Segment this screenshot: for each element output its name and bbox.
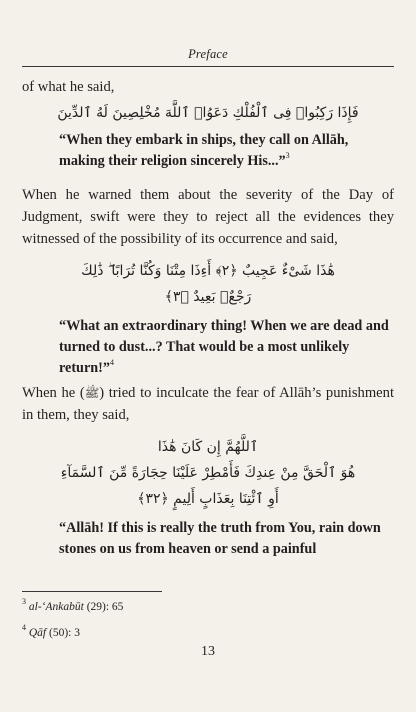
quote-1-text: “When they embark in ships, they call on Allāh, making their religion sincerely His...” — [59, 132, 349, 169]
arabic-verse-3-line-3: أَوِ ٱئْتِنَا بِعَذَابٍ أَلِيمٍ ﴿٣٢﴾ — [137, 491, 279, 507]
quote-2-text: “What an extraordinary thing! When we are dead and turned to dust...? That would be a most unlikely return!” — [59, 318, 389, 376]
footnote-3 — [22, 597, 124, 614]
footnote-4-ref: (50): 3 — [49, 627, 80, 639]
footnote-3-source: al-‘Ankabūt — [28, 601, 84, 613]
paragraph-2: When he warned them about the severity of the Day of Judgment, swift were they to reject all the evidences they witnessed of the possibility of its occurrence and said, — [22, 187, 394, 247]
page-number: 13 — [201, 644, 215, 659]
footnote-ref-3: 3 — [285, 151, 290, 161]
arabic-verse-1: فَإِذَا رَكِبُوا۟ فِى ٱلْفُلْكِ دَعَوُا۟ ٱللَّهَ مُخْلِصِينَ لَهُ ٱلدِّينَ — [57, 105, 359, 121]
paragraph-3-end: ) tried to inculcate the fear of Allāh’s punishment in them, they said, — [22, 385, 395, 423]
paragraph-3 — [22, 382, 394, 426]
footnote-4-number: 4 — [22, 623, 26, 633]
paragraph-3-start: When he ( — [22, 385, 85, 401]
salutation-glyph: ﷺ — [84, 386, 100, 400]
header-rule — [22, 66, 394, 67]
translation-quote-3: “Allāh! If this is really the truth from You, rain down stones on us from heaven or send a painful — [59, 520, 381, 557]
footnote-4 — [22, 623, 80, 640]
arabic-verse-3-line-2: هُوَ ٱلْحَقَّ مِنْ عِندِكَ فَأَمْطِرْ عَلَيْنَا حِجَارَةً مِّنَ ٱلسَّمَآءِ — [60, 465, 356, 481]
arabic-verse-2-line-2: رَجْعٌۢ بَعِيدٌ ﴿٣﴾ — [164, 289, 252, 305]
translation-quote-2 — [59, 316, 392, 379]
footnote-3-number: 3 — [22, 597, 26, 607]
arabic-verse-2-line-1: هَٰذَا شَىْءٌ عَجِيبٌ ﴿٢﴾ أَءِذَا مِتْنَا وَكُنَّا تُرَابًا ۖ ذَٰلِكَ — [81, 263, 335, 279]
footnote-3-ref: (29): 65 — [86, 601, 124, 613]
translation-quote-1 — [59, 130, 392, 172]
footnote-rule — [22, 591, 162, 592]
arabic-verse-3-line-1: ٱللَّهُمَّ إِن كَانَ هَٰذَا — [157, 439, 259, 455]
running-title: Preface — [188, 47, 228, 61]
paragraph-1: of what he said, — [22, 79, 115, 95]
footnote-ref-4: 4 — [109, 358, 114, 368]
footnote-4-source: Qāf — [28, 627, 47, 639]
